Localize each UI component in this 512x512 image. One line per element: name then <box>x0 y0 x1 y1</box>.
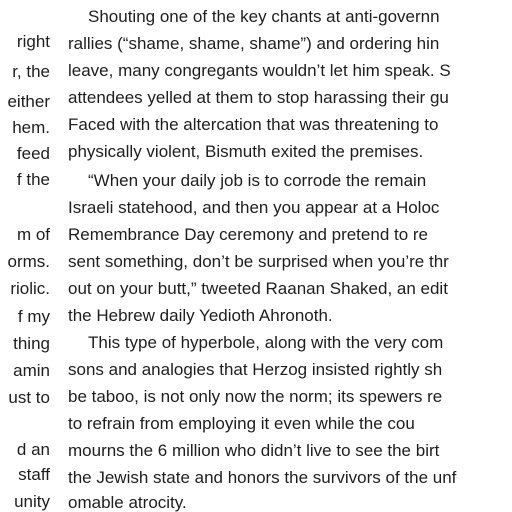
left-line: thing <box>13 334 50 353</box>
text-line: sent something, don’t be surprised when you’re thr <box>68 252 449 271</box>
left-line: r, the <box>12 62 50 81</box>
text-line: Remembrance Day ceremony and pretend to re <box>68 225 429 244</box>
paragraph-first-line: Shouting one of the key chants at anti-governn <box>88 7 440 26</box>
left-line: d an <box>16 440 50 459</box>
text-line: physically violent, Bismuth exited the premises. <box>68 142 424 161</box>
left-line: right <box>16 32 50 51</box>
left-line: hem. <box>12 118 50 137</box>
left-text-column <box>0 0 50 512</box>
text-line: Faced with the altercation that was threatening to <box>68 115 439 134</box>
left-line: feed <box>16 144 50 163</box>
text-line: out on your butt,” tweeted Raanan Shaked, an edit <box>68 279 448 298</box>
paragraph-first-line: “When your daily job is to corrode the remain <box>88 171 427 190</box>
text-line: the Hebrew daily Yedioth Ahronoth. <box>68 306 333 325</box>
left-line: riolic. <box>10 279 50 298</box>
text-line: be taboo, is not only now the norm; its spewers re <box>68 387 443 406</box>
paragraph-first-line: This type of hyperbole, along with the very com <box>88 333 444 352</box>
text-line: rallies (“shame, shame, shame”) and ordering hin <box>68 34 440 53</box>
text-line: omable atrocity. <box>68 493 187 512</box>
text-line: Israeli statehood, and then you appear at a Holoc <box>68 198 440 217</box>
text-line: mourns the 6 million who didn’t live to see the birt <box>68 441 440 460</box>
text-line: sons and analogies that Herzog insisted rightly sh <box>68 360 443 379</box>
text-line: attendees yelled at them to stop harassing their gu <box>68 88 449 107</box>
right-text-column <box>68 0 512 512</box>
text-line: to refrain from employing it even while the cou <box>68 414 415 433</box>
left-line: amin <box>13 361 50 380</box>
left-line: staff <box>18 465 50 484</box>
left-line: either <box>7 92 50 111</box>
text-line: leave, many congregants wouldn’t let him speak. S <box>68 61 451 80</box>
left-line: m of <box>16 225 50 244</box>
left-line: f my <box>17 307 50 326</box>
left-line: orms. <box>7 252 50 271</box>
left-line: ust to <box>8 388 50 407</box>
left-line: unity <box>14 492 50 511</box>
text-line: the Jewish state and honors the survivors of the unf <box>68 468 457 487</box>
left-line: f the <box>16 170 50 189</box>
